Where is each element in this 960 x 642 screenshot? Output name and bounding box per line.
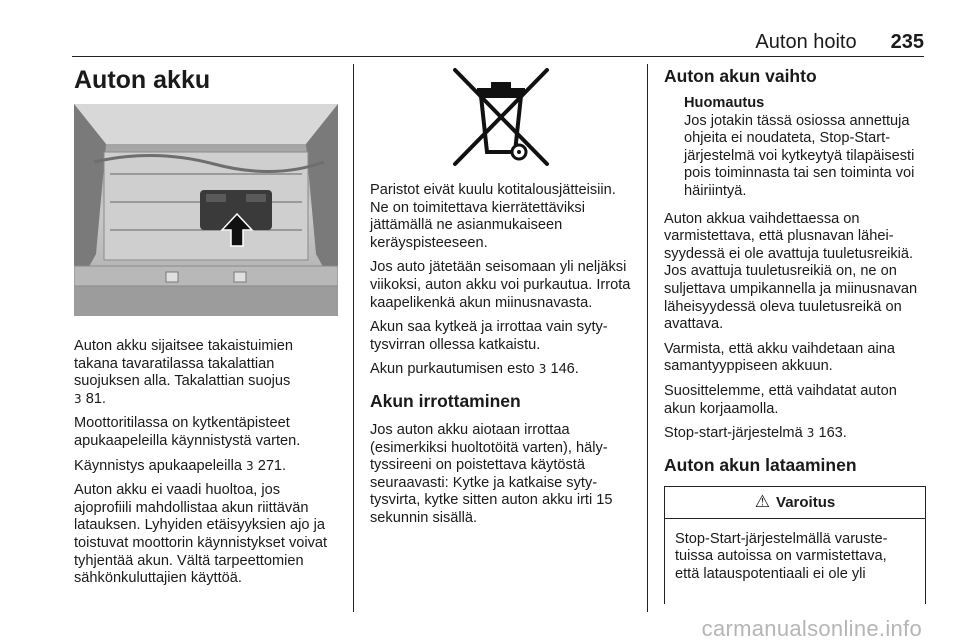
warning-title: Varoitus xyxy=(776,493,836,511)
section-name: Auton hoito xyxy=(755,31,857,53)
crossed-out-bin-icon xyxy=(370,66,632,170)
paragraph: Paristot eivät kuulu kotitalousjätteisiin. Ne on toimitettava kierrätettäviksi jättämällä ne asianmukaiseen keräyspisteeseen. xyxy=(370,182,616,251)
warning-header xyxy=(665,487,925,519)
page-ref-link[interactable]: 146. xyxy=(550,361,579,378)
section-title: Auton akun vaihto xyxy=(664,66,817,86)
warning-text: Stop-Start-järjestelmällä varustetuissa autoissa on varmistettava, että latauspotentiaali ei ole yli xyxy=(675,530,888,582)
column-divider-1 xyxy=(353,64,354,612)
page-ref-icon: 3 xyxy=(806,426,815,441)
page-ref-link[interactable]: 163. xyxy=(818,425,847,442)
page-title: Auton akku xyxy=(74,66,211,94)
trunk-floor-illustration xyxy=(74,104,338,316)
page-ref-icon: 3 xyxy=(246,458,254,473)
running-header xyxy=(755,30,924,54)
paragraph: Stop-start-järjestelmä 3 163. xyxy=(664,425,847,442)
paragraph: Varmista, että akku vaihdetaan aina samantyyppiseen akkuun. xyxy=(664,340,895,375)
header-rule xyxy=(72,56,924,57)
warning-triangle-icon: ⚠ xyxy=(754,492,771,512)
paragraph: Akun saa kytkeä ja irrottaa vain sytytysvirran ollessa katkaistu. xyxy=(370,319,608,353)
warning-box xyxy=(664,486,926,604)
section-title: Auton akun lataaminen xyxy=(664,454,857,475)
page-number: 235 xyxy=(890,31,924,53)
watermark: carmanualsonline.info xyxy=(701,616,922,641)
paragraph: Suosittelemme, että vaihdatat auton akun korjaamolla. xyxy=(664,382,897,417)
note-text: Jos jotakin tässä osiossa annettuja ohjeita ei noudateta, Stop-Start-järjestelmä voi kytkeytyä tilapäisesti pois toiminnasta tai sen toiminta voi häiriintyä. xyxy=(684,112,915,199)
column-3 xyxy=(664,64,926,604)
column-1 xyxy=(74,64,340,595)
paragraph: Käynnistys apukaapeleilla 3 271. xyxy=(74,457,287,474)
page-ref-link[interactable]: 271. xyxy=(257,457,287,474)
warning-body xyxy=(665,519,925,584)
paragraph: Auton akkua vaihdettaessa on varmistettava, että plusnavan läheisyydessä ei ole avattuja tuuletusreikiä. Jos avattuja tuuletusreikiä on, ne on suljettava umpikannella ja miinusnavan läheisyydessä oleva tuuletusreikä on avattava. xyxy=(664,210,918,333)
paragraph: Auton akku ei vaadi huoltoa, jos ajoprofiili mahdollistaa akun riittävän latauksen. Lyhyiden etäisyyksien ajo ja toistuvat moottorin käynnistykset voivat tyhjentää akun. Vältä tarpeettomien sähkönkuluttajien käyttöä. xyxy=(74,482,328,587)
paragraph: Auton akku sijaitsee takaistuimien takana tavaratilassa takalattian suojuksen alla. Takalattian suojus 3 81. xyxy=(74,338,294,407)
page-ref-icon: 3 xyxy=(74,391,82,406)
section-title: Akun irrottaminen xyxy=(370,390,521,411)
note-block xyxy=(664,95,926,201)
column-2 xyxy=(370,64,632,535)
battery-location-photo xyxy=(74,104,338,316)
paragraph: Jos auton akku aiotaan irrottaa (esimerkiksi huoltotöitä varten), hälytyssireeni on poistettava käytöstä seuraavasti: Kytke ja katkaise sytytysvirta, kytke sitten auton akku irti 15 sekunnin sisällä. xyxy=(370,421,613,526)
paragraph: Akun purkautumisen esto 3 146. xyxy=(370,361,579,378)
page-ref-icon: 3 xyxy=(538,362,547,377)
page-ref-link[interactable]: 81. xyxy=(85,390,106,407)
paragraph: Moottoritilassa on kytkentäpisteet apukaapeleilla käynnistystä varten. xyxy=(74,415,301,449)
column-divider-2 xyxy=(647,64,648,612)
paragraph: Jos auto jätetään seisomaan yli neljäksi viikoksi, auton akku voi purkautua. Irrota kaapelikenkä akun miinusnavasta. xyxy=(370,259,631,311)
note-title: Huomautus xyxy=(684,95,765,111)
